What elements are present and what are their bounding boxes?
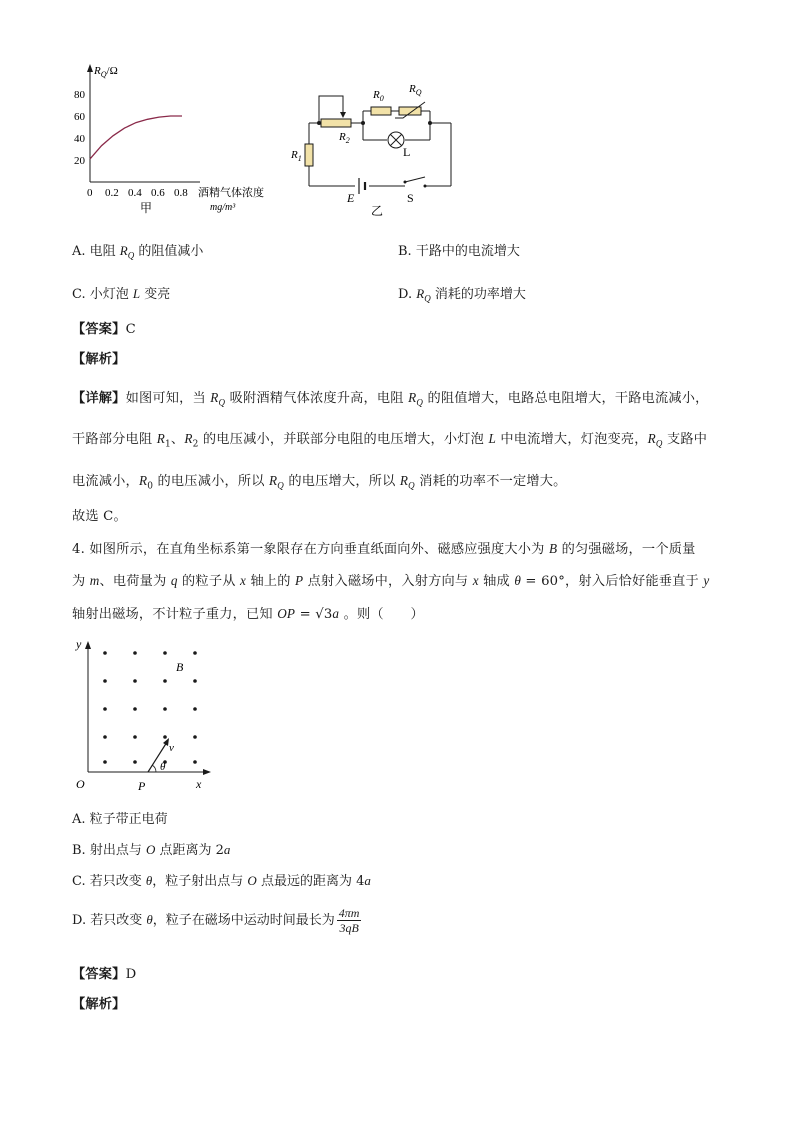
field-dot	[163, 651, 167, 655]
field-dot	[133, 760, 137, 764]
field-dot	[103, 760, 107, 764]
figure-caption-jia: 甲	[140, 201, 153, 215]
q3-option-a: A. 电阻 $R_Q$ 的阻值减小	[72, 243, 204, 261]
q3-conclusion: 故选 C。	[72, 509, 127, 524]
x-tick-label: 0.2	[105, 187, 119, 199]
y-tick-label: 40	[74, 133, 85, 145]
field-dot	[193, 679, 197, 683]
y-tick-label: 60	[74, 111, 85, 123]
q3-option-c: C. 小灯泡 L 变亮	[72, 286, 171, 302]
figure-caption-yi: 乙	[371, 204, 384, 218]
r0-resistor	[371, 107, 391, 115]
q3-answer: 【答案】C	[72, 322, 136, 337]
q3-option-b: B. 干路中的电流增大	[398, 244, 520, 259]
rq-curve	[90, 116, 182, 159]
q4-stem-line-1: 4. 如图所示，在直角坐标系第一象限存在方向垂直纸面向外、磁感应强度大小为 B 的匀强磁场，一个质量	[72, 541, 696, 557]
x-axis-label: 酒精气体浓度	[198, 187, 264, 199]
label-r2: $R_2$	[339, 131, 350, 145]
q4-analysis-label: 【解析】	[72, 997, 126, 1012]
q3-detail-line-2: 干路部分电阻 $R_1$、$R_2$ 的电压减小，并联部分电阻的电压增大，小灯泡 L 中电流增大，灯泡变亮，$R_Q$ 支路中	[72, 431, 708, 450]
x-tick-label: 0	[87, 187, 93, 199]
field-dot	[163, 679, 167, 683]
field-dot	[103, 707, 107, 711]
figure-q4-field	[72, 636, 222, 796]
q4-option-a: A. 粒子带正电荷	[72, 812, 168, 827]
field-dot	[133, 735, 137, 739]
q4-stem-line-3: 轴射出磁场，不计粒子重力，已知 OP = √3a 。则（ ）	[72, 606, 424, 622]
field-dot	[193, 651, 197, 655]
field-dot	[133, 651, 137, 655]
q3-detail-line-1: 【详解】如图可知，当 $R_Q$ 吸附酒精气体浓度升高，电阻 $R_Q$ 的阻值增大，电路总电阻增大，干路电流减小，	[72, 390, 709, 408]
field-dot	[103, 679, 107, 683]
q4-answer: 【答案】D	[72, 967, 137, 982]
label-v: v	[169, 742, 174, 754]
time-fraction: $\frac{4\pi m}{3qB}$	[338, 906, 360, 935]
rq-resistor	[399, 107, 421, 115]
field-dot	[103, 735, 107, 739]
label-r1: $R_1$	[291, 149, 302, 163]
q3-option-d: D. $R_Q$ 消耗的功率增大	[398, 286, 526, 304]
field-dot	[103, 651, 107, 655]
y-tick-labels	[74, 89, 86, 167]
field-dot	[133, 679, 137, 683]
q4-option-d: D. 若只改变 θ，粒子在磁场中运动时间最长为 $\frac{4\pi m}{3qB}$	[72, 906, 360, 935]
label-s: S	[407, 191, 414, 205]
label-y: y	[76, 637, 82, 651]
label-e: E	[347, 191, 355, 205]
label-r0: $R_0$	[373, 89, 384, 103]
field-dot	[193, 760, 197, 764]
x-tick-label: 0.6	[151, 187, 165, 199]
y-tick-label: 80	[74, 89, 85, 101]
q4-option-b: B. 射出点与 O 点距离为 2a	[72, 842, 231, 858]
x-tick-label: 0.8	[174, 187, 188, 199]
figure-jia-graph	[60, 60, 290, 220]
label-p: P	[138, 779, 146, 793]
q4-option-c: C. 若只改变 θ，粒子射出点与 O 点最远的距离为 4a	[72, 873, 371, 889]
q3-analysis-label: 【解析】	[72, 352, 126, 367]
field-dot	[163, 707, 167, 711]
field-dot	[133, 707, 137, 711]
figure-yi-circuit	[285, 78, 465, 218]
x-axis-unit: mg/m³	[210, 202, 236, 213]
field-dot	[193, 735, 197, 739]
r2-resistor	[321, 119, 351, 127]
field-dot	[163, 735, 167, 739]
label-x: x	[196, 777, 202, 791]
r2-slider-arrow	[340, 112, 346, 118]
y-axis-arrow	[87, 64, 93, 72]
label-theta: θ	[160, 761, 166, 773]
label-o: O	[76, 777, 85, 791]
label-l: L	[403, 145, 411, 159]
switch-s	[404, 181, 407, 184]
label-b: B	[176, 660, 184, 674]
field-dot	[193, 707, 197, 711]
y-axis-label: $R_Q/\Omega$	[94, 65, 118, 79]
y-tick-label: 20	[74, 155, 85, 167]
x-tick-label: 0.4	[128, 187, 142, 199]
q4-stem-line-2: 为 m、电荷量为 q 的粒子从 x 轴上的 P 点射入磁场中，入射方向与 x 轴成 θ = 60°，射入后恰好能垂直于 y	[72, 573, 710, 589]
q3-detail-line-3: 电流减小，$R_0$ 的电压减小，所以 $R_Q$ 的电压增大，所以 $R_Q$ 消耗的功率不一定增大。	[72, 473, 567, 492]
r1-resistor	[305, 144, 313, 166]
label-rq: $R_Q$	[409, 83, 422, 97]
x-tick-labels	[87, 187, 188, 199]
